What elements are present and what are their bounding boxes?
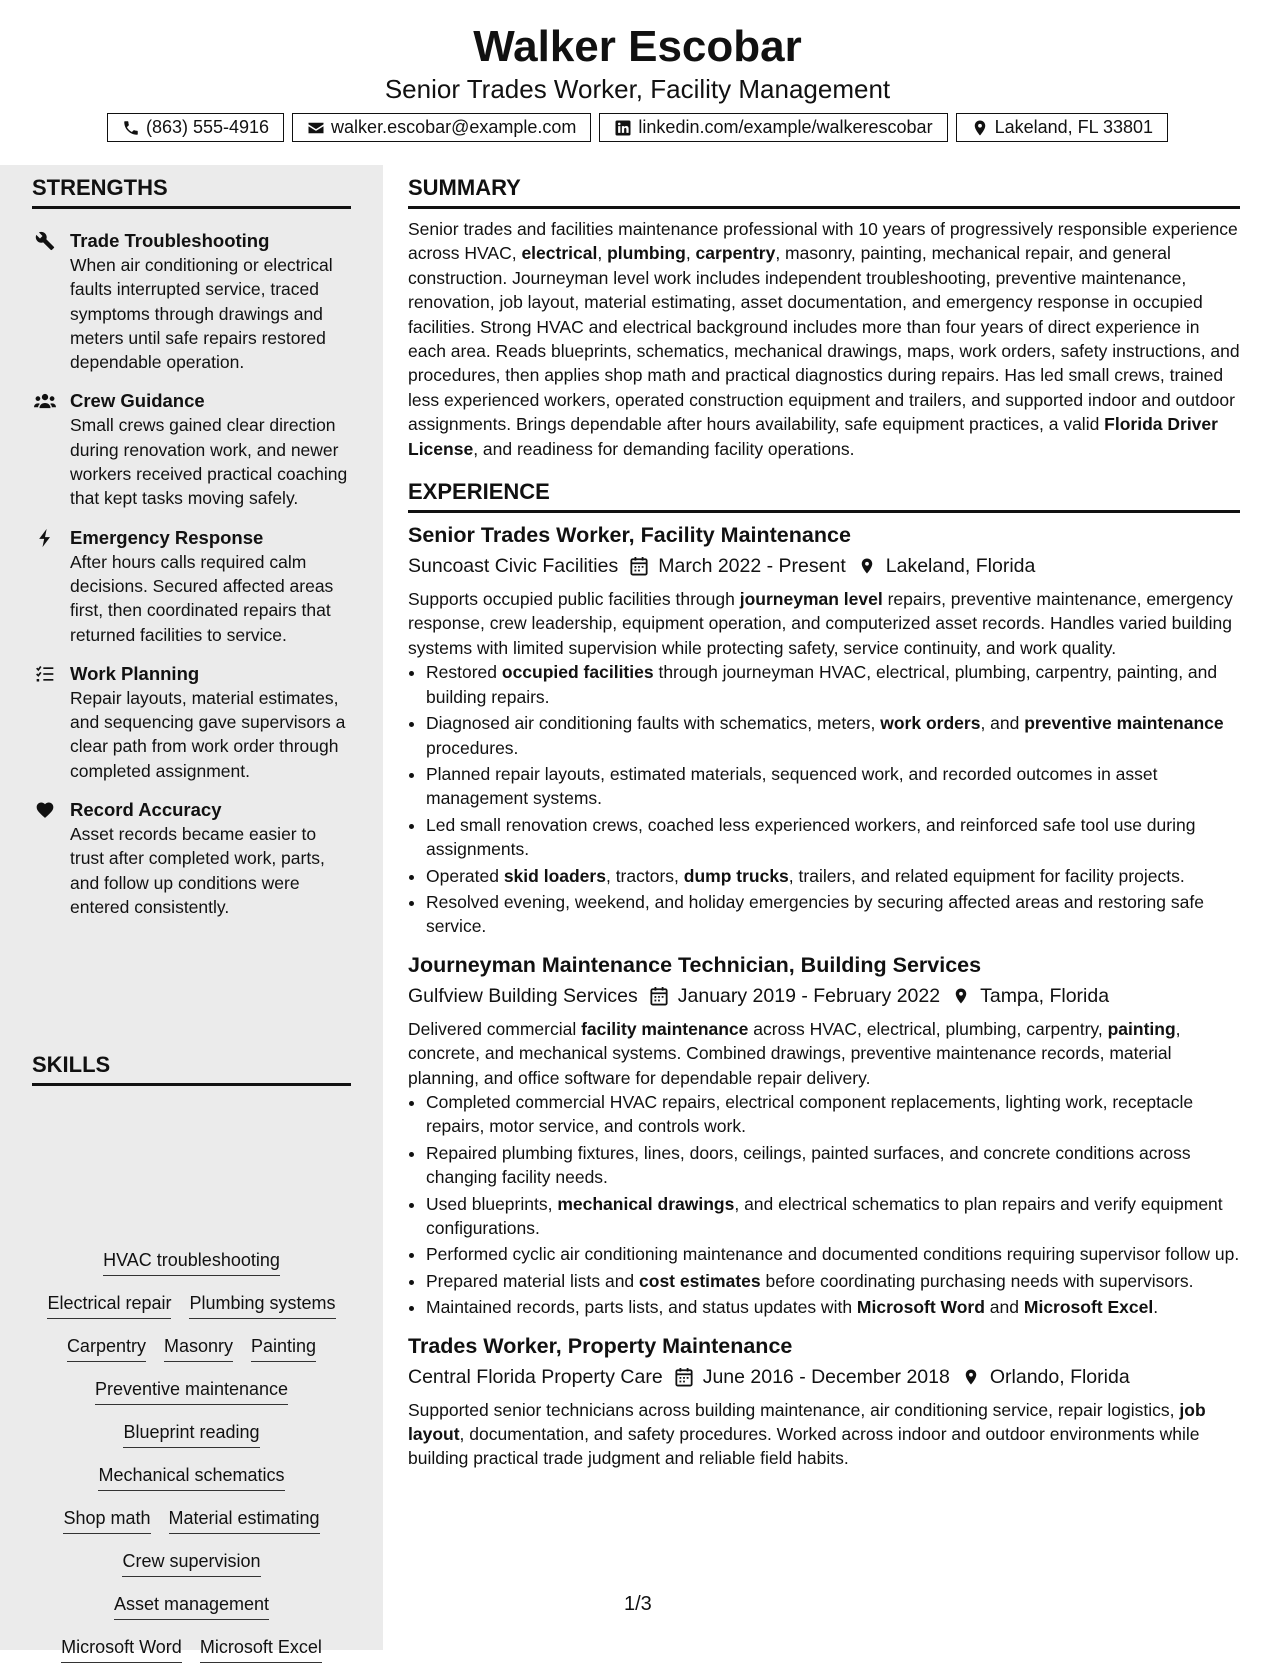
job-company: Central Florida Property Care	[408, 1365, 663, 1388]
skill-tag: Blueprint reading	[123, 1422, 259, 1448]
wrench-icon	[34, 231, 56, 251]
strength-item	[32, 798, 351, 919]
job-bullets	[408, 660, 1240, 938]
strength-name: Crew Guidance	[70, 390, 205, 412]
calendar-icon	[650, 986, 668, 1006]
heart-icon	[34, 800, 56, 820]
contact-email-text: walker.escobar@example.com	[331, 117, 577, 137]
calendar-icon	[630, 556, 648, 576]
skill-tag: HVAC troubleshooting	[103, 1250, 280, 1276]
skill-row	[32, 1250, 351, 1276]
strength-desc: Small crews gained clear direction during renovation work, and newer workers received practical coaching that kept tasks moving safely.	[70, 415, 348, 509]
linkedin-icon	[614, 119, 632, 137]
job-bullet: • Diagnosed air conditioning faults with schematics, meters, work orders, and preventive maintenance procedures.	[426, 711, 1240, 760]
contact-email[interactable]	[292, 113, 591, 142]
job-bullet: • Used blueprints, mechanical drawings, and electrical schematics to plan repairs and verify equipment configurations.	[426, 1192, 1240, 1241]
job-bullet: • Repaired plumbing fixtures, lines, doors, ceilings, painted surfaces, and concrete conditions across changing facility needs.	[426, 1141, 1240, 1190]
skill-tag: Shop math	[63, 1508, 150, 1534]
job-bullet: • Prepared material lists and cost estimates before coordinating purchasing needs with supervisors.	[426, 1269, 1240, 1293]
job-bullet: • Completed commercial HVAC repairs, electrical component replacements, lighting work, receptacle repairs, motor service, and controls work.	[426, 1090, 1240, 1139]
job-title: Senior Trades Worker, Facility Maintenance	[408, 523, 851, 548]
job-entry	[408, 951, 1240, 1320]
summary-text: Senior trades and facilities maintenance professional with 10 years of progressively responsible experience across HVAC, electrical, plumbing, carpentry, masonry, painting, mechanical repair, and general construction. Journeyman level work includes independent troubleshooting, preventive maintenance, renovation, job layout, material estimating, asset documentation, and emergency response in occupied facilities. Strong HVAC and electrical background includes more than four years of direct experience in each area. Reads blueprints, schematics, mechanical drawings, maps, work orders, safety instructions, and procedures, then applies shop math and practical diagnostics during repairs. Has led small crews, trained less experienced workers, operated construction equipment and trailers, and supported indoor and outdoor assignments. Brings dependable after hours availability, safe equipment practices, a valid Florida Driver License, and readiness for demanding facility operations.	[408, 219, 1240, 459]
map-pin-icon	[962, 1367, 980, 1387]
strength-name: Work Planning	[70, 662, 200, 684]
skill-tag: Mechanical schematics	[98, 1465, 284, 1491]
skill-tag: Plumbing systems	[189, 1293, 335, 1319]
strength-name: Emergency Response	[70, 526, 264, 548]
skill-tag: Microsoft Word	[61, 1637, 182, 1663]
map-pin-icon	[858, 556, 876, 576]
job-dates: January 2019 - February 2022	[677, 984, 941, 1007]
contact-linkedin-text: linkedin.com/example/walkerescobar	[638, 117, 933, 137]
skill-row	[32, 1336, 351, 1362]
skill-row	[32, 1551, 351, 1577]
skill-tag: Asset management	[114, 1594, 269, 1620]
resume-header	[0, 0, 1275, 165]
map-pin-icon	[952, 986, 970, 1006]
users-icon	[34, 391, 56, 411]
candidate-title: Senior Trades Worker, Facility Management	[384, 74, 891, 104]
job-summary: Delivered commercial facility maintenance across HVAC, electrical, plumbing, carpentry, painting, concrete, and mechanical systems. Combined drawings, preventive maintenance records, material planning, and office software for dependable repair delivery.	[408, 1018, 1181, 1088]
checklist-icon	[34, 664, 56, 684]
skill-row	[32, 1465, 351, 1491]
skill-row	[32, 1594, 351, 1620]
job-bullets	[408, 1090, 1240, 1320]
strength-item	[32, 229, 351, 374]
calendar-icon	[675, 1367, 693, 1387]
job-bullet: • Performed cyclic air conditioning maintenance and documented conditions requiring supervisor follow up.	[426, 1242, 1240, 1266]
job-meta	[408, 553, 1240, 579]
strength-name: Record Accuracy	[70, 799, 222, 821]
skill-row	[32, 1293, 351, 1319]
skills-list	[32, 1250, 351, 1680]
envelope-icon	[307, 119, 325, 137]
job-dates: June 2016 - December 2018	[702, 1365, 950, 1388]
page-number: 1/3	[624, 1593, 652, 1615]
job-bullet: • Operated skid loaders, tractors, dump trucks, trailers, and related equipment for facility projects.	[426, 864, 1240, 888]
map-pin-icon	[971, 119, 989, 137]
skill-tag: Electrical repair	[47, 1293, 171, 1319]
strength-desc: When air conditioning or electrical faults interrupted service, traced symptoms through drawings and meters until safe repairs restored dependable operation.	[70, 255, 333, 373]
job-title: Journeyman Maintenance Technician, Building Services	[408, 952, 982, 977]
skill-tag: Preventive maintenance	[95, 1379, 288, 1405]
job-dates: March 2022 - Present	[658, 555, 846, 578]
strength-name: Trade Troubleshooting	[70, 230, 270, 251]
skill-tag: Masonry	[164, 1336, 233, 1362]
skill-row	[32, 1379, 351, 1405]
strength-item	[32, 526, 351, 647]
skill-tag: Microsoft Excel	[200, 1637, 322, 1663]
job-company: Suncoast Civic Facilities	[408, 555, 619, 578]
job-location: Lakeland, Florida	[885, 555, 1036, 578]
job-bullet: • Resolved evening, weekend, and holiday emergencies by securing affected areas and restoring safe service.	[426, 890, 1240, 939]
contact-location[interactable]	[956, 113, 1168, 142]
strength-desc: Asset records became easier to trust after completed work, parts, and follow up conditions were entered consistently.	[70, 824, 325, 917]
experience-heading: EXPERIENCE	[408, 479, 1240, 513]
contact-phone-text: (863) 555-4916	[145, 117, 270, 137]
contact-phone[interactable]	[107, 113, 284, 142]
strength-item	[32, 389, 351, 510]
contact-location-text: Lakeland, FL 33801	[994, 117, 1154, 137]
job-bullet: • Maintained records, parts lists, and status updates with Microsoft Word and Microsoft Excel.	[426, 1295, 1240, 1319]
summary-heading: SUMMARY	[408, 175, 1240, 209]
job-summary: Supported senior technicians across building maintenance, air conditioning service, repair logistics, job layout, documentation, and safety procedures. Worked across indoor and outdoor environments while building practical trade judgment and reliable field habits.	[408, 1399, 1206, 1469]
strength-desc: After hours calls required calm decisions. Secured affected areas first, then coordinated repairs that returned facilities to service.	[70, 551, 334, 645]
skill-tag: Crew supervision	[122, 1551, 260, 1577]
job-location: Orlando, Florida	[989, 1365, 1130, 1388]
job-summary: Supports occupied public facilities through journeyman level repairs, preventive maintenance, emergency response, crew leadership, equipment operation, and computerized asset records. Handles varied building systems with limited supervision while protecting safety, service continuity, and work quality.	[408, 589, 1233, 658]
skill-row	[32, 1422, 351, 1448]
strength-desc: Repair layouts, material estimates, and sequencing gave supervisors a clear path from work order through completed assignment.	[70, 687, 346, 781]
experience-list	[408, 521, 1240, 1471]
contact-linkedin[interactable]	[599, 113, 947, 142]
skill-row	[32, 1637, 351, 1663]
job-meta	[408, 983, 1240, 1009]
job-meta	[408, 1364, 1240, 1390]
bolt-icon	[34, 528, 56, 548]
skill-row	[32, 1508, 351, 1534]
skill-tag: Carpentry	[67, 1336, 146, 1362]
strengths-list	[32, 229, 351, 934]
strengths-heading: STRENGTHS	[32, 175, 351, 209]
skills-heading: SKILLS	[32, 1052, 351, 1086]
strength-item	[32, 662, 351, 783]
job-company: Gulfview Building Services	[408, 984, 638, 1007]
main-content	[408, 165, 1240, 1471]
sidebar	[0, 165, 383, 1657]
contact-bar	[0, 113, 1275, 142]
skill-tag: Material estimating	[169, 1508, 320, 1534]
job-bullet: • Restored occupied facilities through journeyman HVAC, electrical, plumbing, carpentry, painting, and building repairs.	[426, 660, 1240, 709]
job-bullet: • Led small renovation crews, coached less experienced workers, and reinforced safe tool use during assignments.	[426, 813, 1240, 862]
candidate-name: Walker Escobar	[473, 22, 802, 71]
job-title: Trades Worker, Property Maintenance	[408, 1333, 793, 1358]
job-entry	[408, 521, 1240, 939]
job-bullet: • Planned repair layouts, estimated materials, sequenced work, and recorded outcomes in asset management systems.	[426, 762, 1240, 811]
skill-tag: Painting	[251, 1336, 316, 1362]
job-location: Tampa, Florida	[980, 984, 1110, 1007]
phone-icon	[122, 119, 140, 137]
job-entry	[408, 1332, 1240, 1471]
